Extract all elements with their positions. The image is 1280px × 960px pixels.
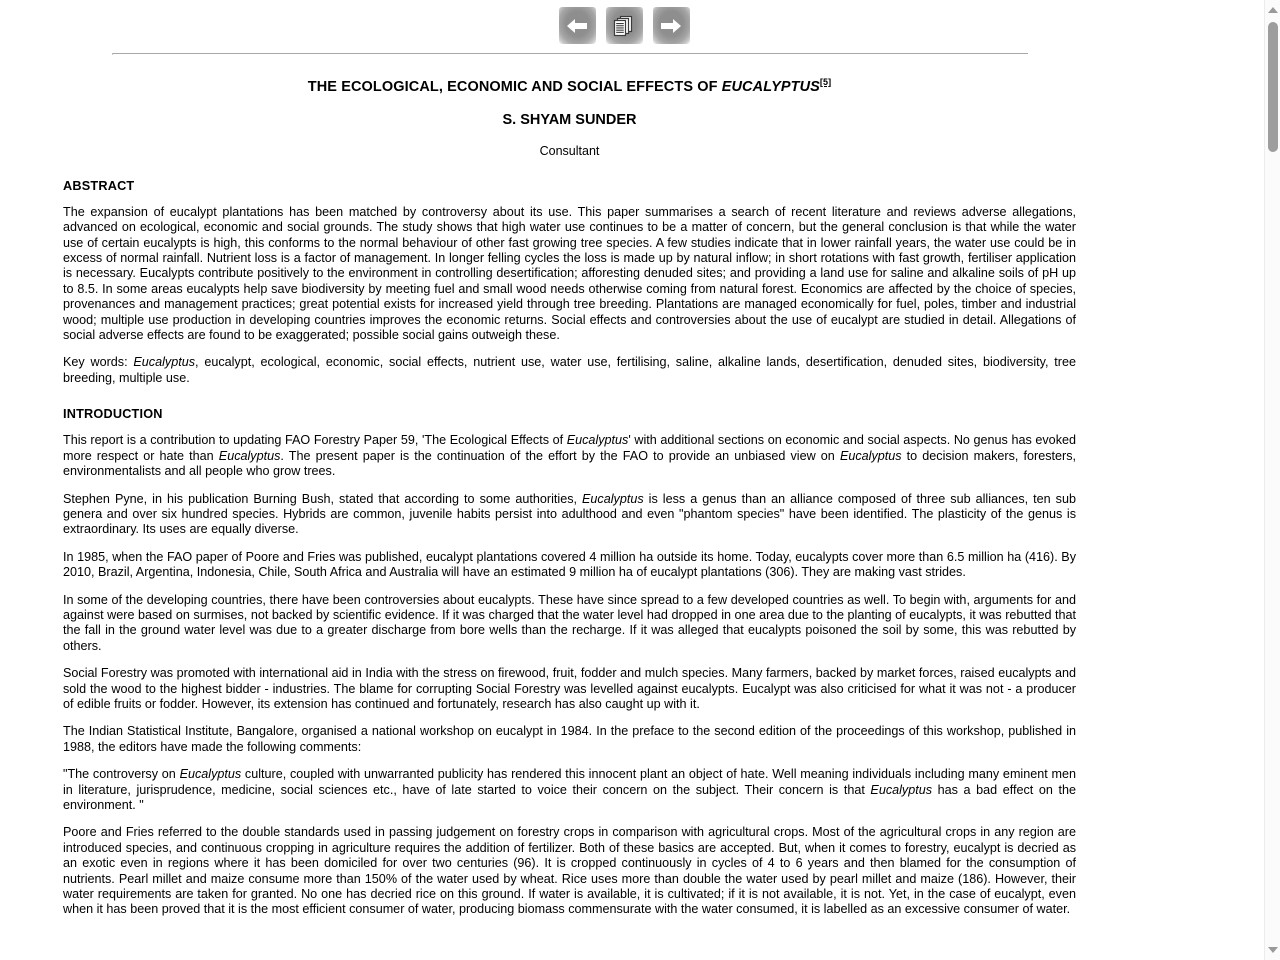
species-name: Eucalyptus <box>582 491 644 506</box>
keywords-paragraph <box>63 355 1076 386</box>
next-page-button[interactable] <box>653 7 690 44</box>
species-name: Eucalyptus <box>179 767 242 782</box>
text-run: to decision makers, foresters, environmentalists and all people who grow trees. <box>63 448 1076 479</box>
scroll-up-button[interactable] <box>1265 1 1280 18</box>
keywords-species: Eucalyptus <box>133 355 196 370</box>
text-run: "The controversy on <box>63 767 180 782</box>
previous-page-button[interactable] <box>559 7 596 44</box>
intro-paragraph-5: Social Forestry was promoted with international aid in India with the stress on firewood, fruit, fodder and mulch species. Many farmers, backed by market forces, raised eucalypts and sold the wood to the highest bidder - industries. The blame for corrupting Social Forestry was levelled against eucalypts. Eucalypt was also criticised for what it was not - a producer of edible fruits or fodder. However, its extension has continued and fortunately, research has also caught up with it. <box>63 666 1076 711</box>
species-name: Eucalyptus <box>870 782 933 797</box>
scroll-down-button[interactable] <box>1265 941 1280 958</box>
intro-paragraph-4: In some of the developing countries, there have been controversies about eucalypts. These have since spread to a few developed countries as well. To begin with, arguments for and against were based on surmises, not backed by scientific evidence. If it was charged that the water level had dropped in one area due to the planting of eucalypts, it was rebutted that the fall in the ground water level was due to a greater discharge from bore wells than the recharge. If it was alleged that eucalypts poisoned the soil by some, this was rebutted by others. <box>63 592 1076 653</box>
page-title <box>63 77 1076 95</box>
text-run: has a bad effect on the environment. " <box>63 782 1076 813</box>
arrow-left-icon <box>566 17 588 35</box>
header-divider <box>112 53 1028 55</box>
text-run: . The present paper is the continuation of the effort by the FAO to provide an unbiased view on <box>280 448 840 463</box>
introduction-heading: INTRODUCTION <box>63 407 163 422</box>
species-name: Eucalyptus <box>566 433 629 448</box>
arrow-right-icon <box>660 17 682 35</box>
triangle-up-icon <box>1268 7 1278 13</box>
species-name: Eucalyptus <box>839 448 902 463</box>
author-affiliation: Consultant <box>539 143 600 158</box>
abstract-paragraph: The expansion of eucalypt plantations has been matched by controversy about its use. This paper summarises a search of recent literature and reviews adverse allegations, advanced on ecological, economic and social grounds. The study shows that high water use continues to be a matter of concern, but the general conclusion is that while the water use of certain eucalypts is high, this conforms to the normal behaviour of other fast growing tree species. A few studies indicate that in lower rainfall years, the water use could be in excess of normal rainfall. Nutrient loss is a factor of management. In longer felling cycles the loss is made up by natural inflow; in short rotations with fast growth, fertiliser application is necessary. Eucalypts contribute positively to the environment in controlling desertification; afforesting denuded sites; and providing a land use for saline and alkaline soils of pH up to 8.5. In some areas eucalypts help save biodiversity by meeting fuel and small wood needs otherwise coming from natural forest. Economics are affected by the choice of species, provenances and management practices; great potential exists for increased yield through tree breeding. Plantations are managed economically for fuel, poles, timber and industrial wood; multiple use production in developing countries improves the economic returns. Social effects and controversies about the use of eucalypt are studied in detail. Allegations of social adverse effects are found to be exaggerated; possible social gains outweigh these. <box>63 204 1076 343</box>
text-run: is less a genus than an alliance composed of three sub alliances, ten sub genera and over six hundred species. Hybrids are common, juvenile habits persist into adulthood and even "phantom species" have been identified. The plasticity of the genus is extraordinary. Its uses are equally diverse. <box>63 491 1076 537</box>
document-content <box>0 77 1264 918</box>
text-run: Stephen Pyne, in his publication Burning Bush, stated that according to some authorities, <box>63 491 583 506</box>
abstract-heading: ABSTRACT <box>63 178 135 193</box>
vertical-scrollbar[interactable] <box>1264 0 1280 960</box>
stacked-pages-icon <box>612 14 636 38</box>
table-of-contents-button[interactable] <box>606 7 643 44</box>
footnote-link[interactable]: [5] <box>819 77 832 87</box>
triangle-down-icon <box>1268 947 1278 953</box>
page-navigation-toolbar <box>0 0 1264 44</box>
text-run: ' with additional sections on economic and social aspects. No genus has evoked more respect or hate than <box>63 433 1076 463</box>
title-text: THE ECOLOGICAL, ECONOMIC AND SOCIAL EFFECTS OF <box>307 78 722 95</box>
title-species: EUCALYPTUS <box>721 78 820 95</box>
intro-paragraph-3: In 1985, when the FAO paper of Poore and Fries was published, eucalypt plantations covered 4 million ha outside its home. Today, eucalypts cover more than 6.5 million ha (416). By 2010, Brazil, Argentina, Indonesia, Chile, South Africa and Australia will have an estimated 9 million ha of eucalypt plantations (306). They are making vast strides. <box>63 549 1076 580</box>
intro-paragraph-2 <box>63 492 1076 538</box>
text-run: culture, coupled with unwarranted publicity has rendered this innocent plant an object of hate. Well meaning individuals including many eminent men in literature, jurisprudence, medicine, social sciences etc., have of late started to voice their concern on the subject. Their concern is that <box>63 767 1076 797</box>
scrollbar-thumb[interactable] <box>1268 22 1278 152</box>
text-run: This report is a contribution to updating FAO Forestry Paper 59, 'The Ecological Effects of <box>63 433 567 448</box>
intro-paragraph-6: The Indian Statistical Institute, Bangalore, organised a national workshop on eucalypt in 1984. In the preface to the second edition of the proceedings of this workshop, published in 1988, the editors have made the following comments: <box>63 724 1076 754</box>
keywords-prefix: Key words: <box>63 355 134 370</box>
quoted-paragraph <box>63 767 1076 813</box>
author-name: S. SHYAM SUNDER <box>502 111 637 128</box>
intro-paragraph-8: Poore and Fries referred to the double standards used in passing judgement on forestry crops in comparison with agricultural crops. Most of the agricultural crops in any region are introduced species, and continuous cropping in agriculture requires the addition of fertilizer. Both of these basics are accepted. But, when it comes to forestry, eucalypt is decried as an exotic even in regions where it has been domiciled for over two centuries (96). It is cropped continuously in cycles of 4 to 6 years and then blamed for the consumption of nutrients. Pearl millet and maize consume more than 150% of the water used by wheat. Rice uses more than double the water used by pearl millet and maize (186). However, their water requirements are taken for granted. No one has decried rice on this ground. If water is available, it is cultivated; if it is not available, it is not. Yet, in the case of eucalypt, even when it has been proved that it is the most efficient consumer of water, producing biomass commensurate with the water consumed, it is labelled as an excessive consumer of water. <box>63 825 1076 917</box>
species-name: Eucalyptus <box>218 448 281 463</box>
intro-paragraph-1 <box>63 433 1076 479</box>
keywords-list: , eucalypt, ecological, economic, social effects, nutrient use, water use, fertilising, saline, alkaline lands, desertification, denuded sites, biodiversity, tree breeding, multiple use. <box>63 355 1076 385</box>
